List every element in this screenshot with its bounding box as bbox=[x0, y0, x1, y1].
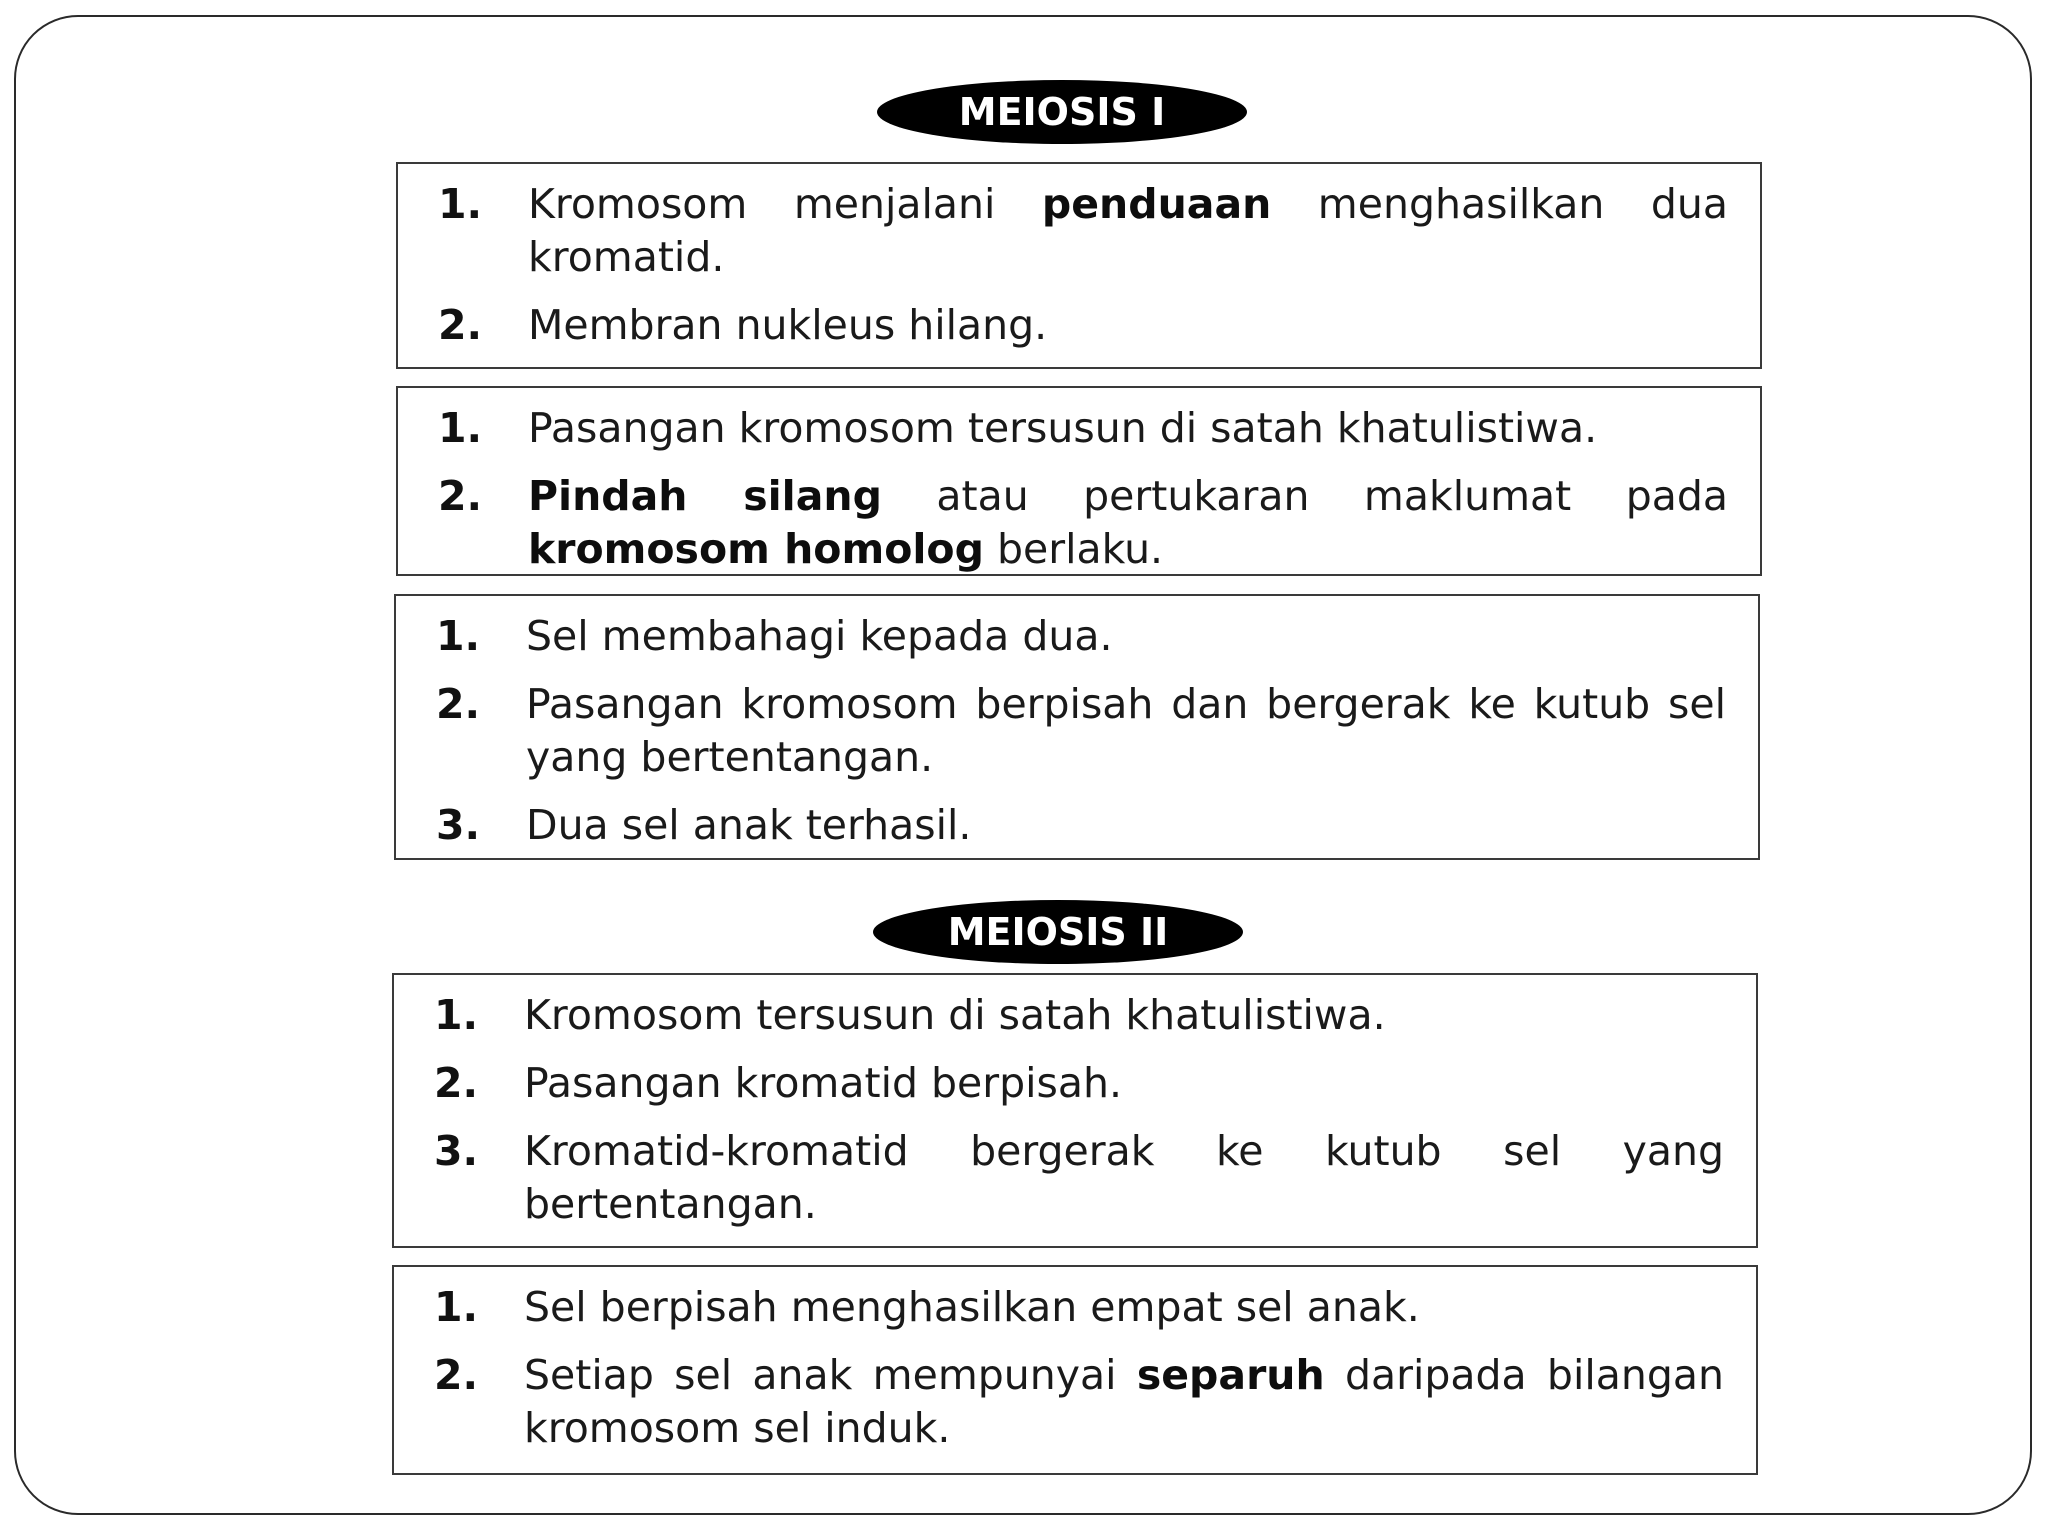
meiosis-1-box-3 bbox=[394, 594, 1760, 860]
item-number: 3. bbox=[436, 801, 481, 849]
list-item bbox=[436, 799, 1726, 852]
item-number: 1. bbox=[438, 180, 483, 228]
meiosis-2-box-1 bbox=[392, 973, 1758, 1248]
item-number: 2. bbox=[438, 301, 483, 349]
item-number: 1. bbox=[434, 1283, 479, 1331]
list-item bbox=[438, 402, 1728, 455]
item-text: Dua sel anak terhasil. bbox=[526, 801, 972, 849]
meiosis-1-heading: MEIOSIS I bbox=[877, 80, 1247, 144]
list-item bbox=[434, 1281, 1724, 1334]
item-number: 2. bbox=[434, 1351, 479, 1399]
meiosis-2-heading: MEIOSIS II bbox=[873, 900, 1243, 964]
list-item bbox=[436, 678, 1726, 784]
bold-term: Pindah silang bbox=[528, 472, 882, 520]
item-text: Kromosom tersusun di satah khatulistiwa. bbox=[524, 991, 1386, 1039]
item-text: Kromosom menjalani penduaan menghasilkan dua kromatid. bbox=[528, 180, 1728, 281]
item-number: 1. bbox=[434, 991, 479, 1039]
bold-term: kromosom homolog bbox=[528, 525, 984, 573]
bold-term: penduaan bbox=[1041, 180, 1272, 228]
item-number: 1. bbox=[438, 404, 483, 452]
item-text: Pasangan kromosom berpisah dan bergerak ke kutub sel yang bertentangan. bbox=[526, 680, 1726, 781]
meiosis-1-box-2 bbox=[396, 386, 1762, 576]
list-item bbox=[434, 989, 1724, 1042]
list-item bbox=[436, 610, 1726, 663]
bold-term: separuh bbox=[1136, 1351, 1325, 1399]
item-text: Membran nukleus hilang. bbox=[528, 301, 1048, 349]
list-item bbox=[438, 178, 1728, 284]
meiosis-1-box-1 bbox=[396, 162, 1762, 369]
item-text: Pasangan kromosom tersusun di satah khatulistiwa. bbox=[528, 404, 1598, 452]
item-text: Kromatid-kromatid bergerak ke kutub sel yang bertentangan. bbox=[524, 1127, 1724, 1228]
list-item bbox=[438, 470, 1728, 576]
list-item bbox=[434, 1057, 1724, 1110]
list-item bbox=[438, 299, 1728, 352]
item-text: Sel membahagi kepada dua. bbox=[526, 612, 1113, 660]
item-text: Sel berpisah menghasilkan empat sel anak. bbox=[524, 1283, 1420, 1331]
item-number: 2. bbox=[434, 1059, 479, 1107]
list-item bbox=[434, 1349, 1724, 1455]
item-number: 2. bbox=[438, 472, 483, 520]
meiosis-2-box-2 bbox=[392, 1265, 1758, 1475]
item-number: 3. bbox=[434, 1127, 479, 1175]
item-text: Pindah silang atau pertukaran maklumat pada kromosom homolog berlaku. bbox=[528, 472, 1728, 573]
item-text: Pasangan kromatid berpisah. bbox=[524, 1059, 1123, 1107]
list-item bbox=[434, 1125, 1724, 1231]
item-number: 1. bbox=[436, 612, 481, 660]
item-text: Setiap sel anak mempunyai separuh daripada bilangan kromosom sel induk. bbox=[524, 1351, 1724, 1452]
item-number: 2. bbox=[436, 680, 481, 728]
